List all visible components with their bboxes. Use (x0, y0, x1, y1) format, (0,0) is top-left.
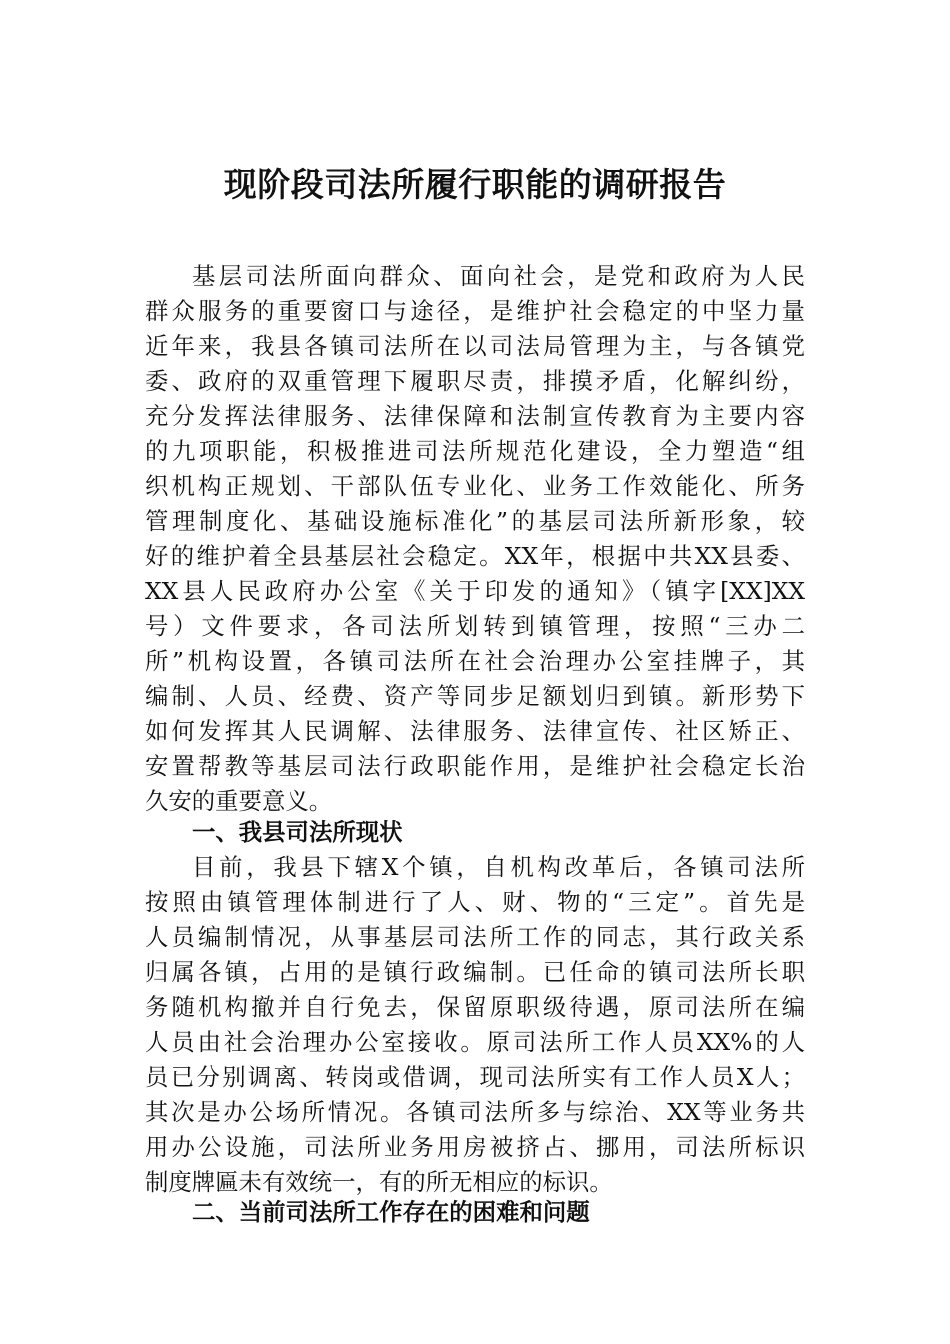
paragraph-line: 其次是办公场所情况。各镇司法所多与综治、XX等业务共 (145, 1098, 805, 1126)
paragraph-line: 好的维护着全县基层社会稳定。XX年，根据中共XX县委、 (145, 542, 805, 570)
paragraph-line: 人员编制情况，从事基层司法所工作的同志，其行政关系 (145, 923, 805, 951)
paragraph-line: 充分发挥法律服务、法律保障和法制宣传教育为主要内容 (145, 402, 805, 430)
section-heading: 一、我县司法所现状 (192, 818, 403, 846)
paragraph-line: 管理制度化、基础设施标准化”的基层司法所新形象，较 (145, 507, 805, 535)
document-title: 现阶段司法所履行职能的调研报告 (223, 165, 727, 204)
paragraph-line: 号）文件要求，各司法所划转到镇管理，按照“三办二 (145, 612, 805, 640)
paragraph-line: XX县人民政府办公室《关于印发的通知》（镇字[XX]XX (145, 577, 805, 605)
paragraph-line: 委、政府的双重管理下履职尽责，排摸矛盾，化解纠纷， (145, 367, 805, 395)
paragraph-line: 员已分别调离、转岗或借调，现司法所实有工作人员X人； (145, 1063, 805, 1091)
paragraph-line: 编制、人员、经费、资产等同步足额划归到镇。新形势下 (145, 682, 805, 710)
paragraph-line: 织机构正规划、干部队伍专业化、业务工作效能化、所务 (145, 472, 805, 500)
paragraph-line: 按照由镇管理体制进行了人、财、物的“三定”。首先是 (145, 888, 805, 916)
paragraph-line: 的九项职能，积极推进司法所规范化建设，全力塑造“组 (145, 437, 805, 465)
paragraph-line: 人员由社会治理办公室接收。原司法所工作人员XX%的人 (145, 1028, 805, 1056)
paragraph-line: 基层司法所面向群众、面向社会，是党和政府为人民 (192, 262, 805, 290)
paragraph-line: 近年来，我县各镇司法所在以司法局管理为主，与各镇党 (145, 332, 805, 360)
paragraph-line: 务随机构撤并自行免去，保留原职级待遇，原司法所在编 (145, 993, 805, 1021)
paragraph-line: 如何发挥其人民调解、法律服务、法律宣传、社区矫正、 (145, 717, 805, 745)
paragraph-line: 群众服务的重要窗口与途径，是维护社会稳定的中坚力量 (145, 297, 805, 325)
paragraph-line: 用办公设施，司法所业务用房被挤占、挪用，司法所标识 (145, 1133, 805, 1161)
paragraph-line: 制度牌匾未有效统一，有的所无相应的标识。 (145, 1168, 613, 1196)
paragraph-line: 归属各镇，占用的是镇行政编制。已任命的镇司法所长职 (145, 958, 805, 986)
paragraph-line: 久安的重要意义。 (145, 787, 333, 815)
paragraph-line: 所”机构设置，各镇司法所在社会治理办公室挂牌子，其 (145, 647, 805, 675)
paragraph-line: 目前，我县下辖X个镇，自机构改革后，各镇司法所 (192, 853, 805, 881)
paragraph-line: 安置帮教等基层司法行政职能作用，是维护社会稳定长治 (145, 752, 805, 780)
section-heading: 二、当前司法所工作存在的困难和问题 (192, 1198, 590, 1226)
